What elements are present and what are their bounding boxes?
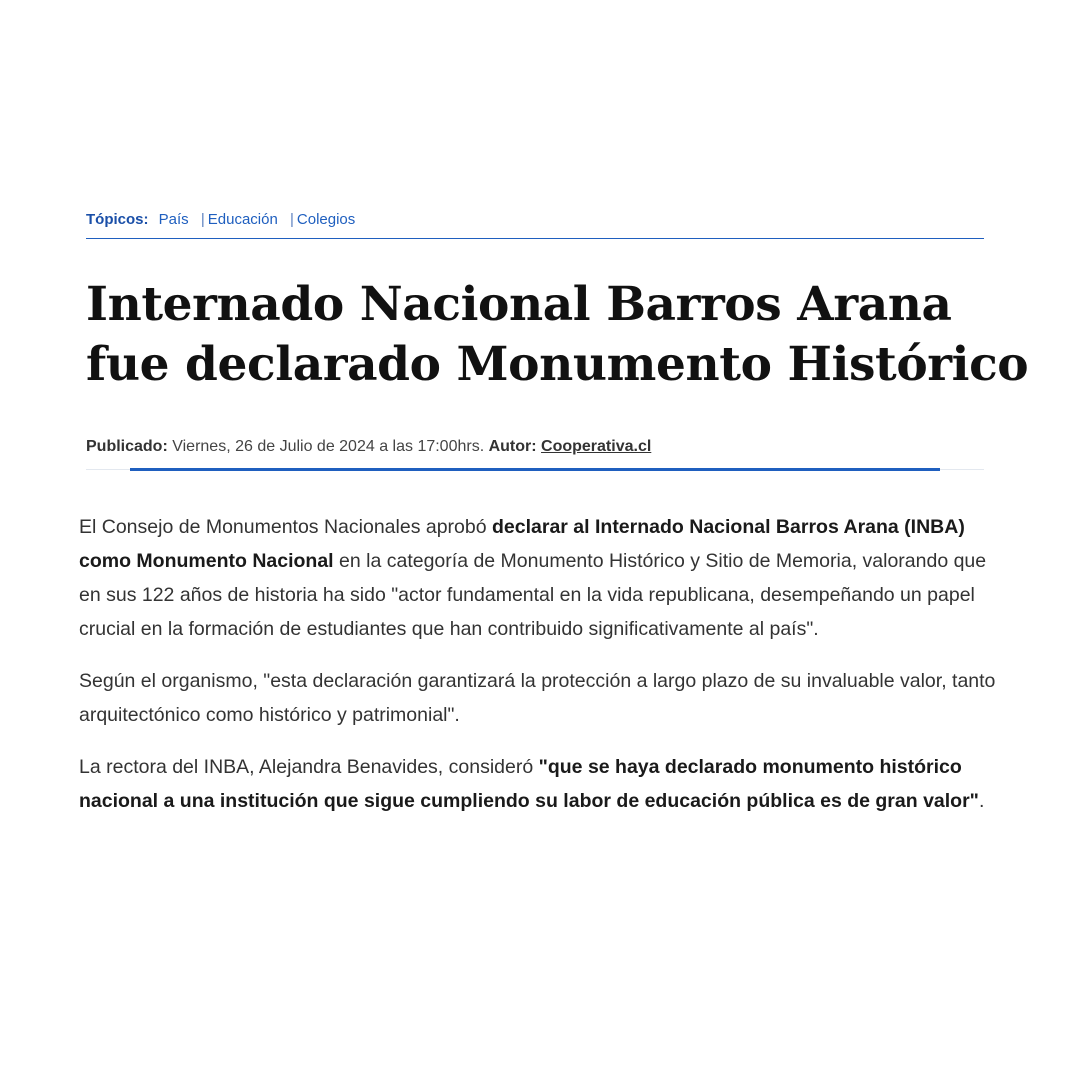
article-paragraph-2 — [79, 664, 1004, 732]
author-label: Autor: — [488, 438, 537, 455]
article-headline — [86, 275, 1046, 395]
paragraph-text: . — [978, 790, 985, 812]
published-label: Publicado: — [86, 438, 168, 455]
article-body — [79, 510, 1004, 836]
topics-label: Tópicos: — [86, 211, 149, 228]
article-paragraph-3 — [79, 750, 1004, 818]
byline-accent-bar — [130, 468, 940, 471]
topic-separator: | — [200, 211, 205, 228]
published-date: Viernes, 26 de Julio de 2024 a las 17:00hrs. — [167, 438, 489, 455]
paragraph-text: en la categoría de Monumento Histórico y Sitio de Memoria, valorando que en sus 122 años de historia ha sido "actor fundamental en la vida republicana, desempeñando un papel crucial en la formación de estudiantes que han contribuido significativamente al país". — [79, 550, 987, 640]
author-link[interactable]: Cooperativa.cl — [541, 438, 652, 455]
topics-bar — [86, 209, 984, 239]
paragraph-text: La rectora del INBA, Alejandra Benavides, consideró — [79, 756, 539, 778]
headline-line-1: Internado Nacional Barros Arana — [86, 277, 952, 332]
topic-link-educacion[interactable]: Educación — [207, 211, 278, 228]
paragraph-bold-quote: "que se haya declarado monumento histórico nacional a una institución que sigue cumpliendo su labor de educación pública es de gran valor" — [79, 756, 979, 812]
article-paragraph-1 — [79, 510, 1004, 646]
topic-link-pais[interactable]: País — [158, 211, 189, 228]
paragraph-bold-text: declarar al Internado Nacional Barros Arana (INBA) como Monumento Nacional — [79, 516, 965, 572]
headline-line-2: fue declarado Monumento Histórico — [86, 337, 1029, 392]
topic-link-colegios[interactable]: Colegios — [296, 211, 356, 228]
topic-separator: | — [290, 211, 294, 228]
paragraph-text: Según el organismo, "esta declaración garantizará la protección a largo plazo de su invaluable valor, tanto arquitectónico como histórico y patrimonial". — [79, 670, 996, 726]
byline — [86, 435, 984, 459]
paragraph-text: El Consejo de Monumentos Nacionales aprobó — [79, 516, 492, 538]
